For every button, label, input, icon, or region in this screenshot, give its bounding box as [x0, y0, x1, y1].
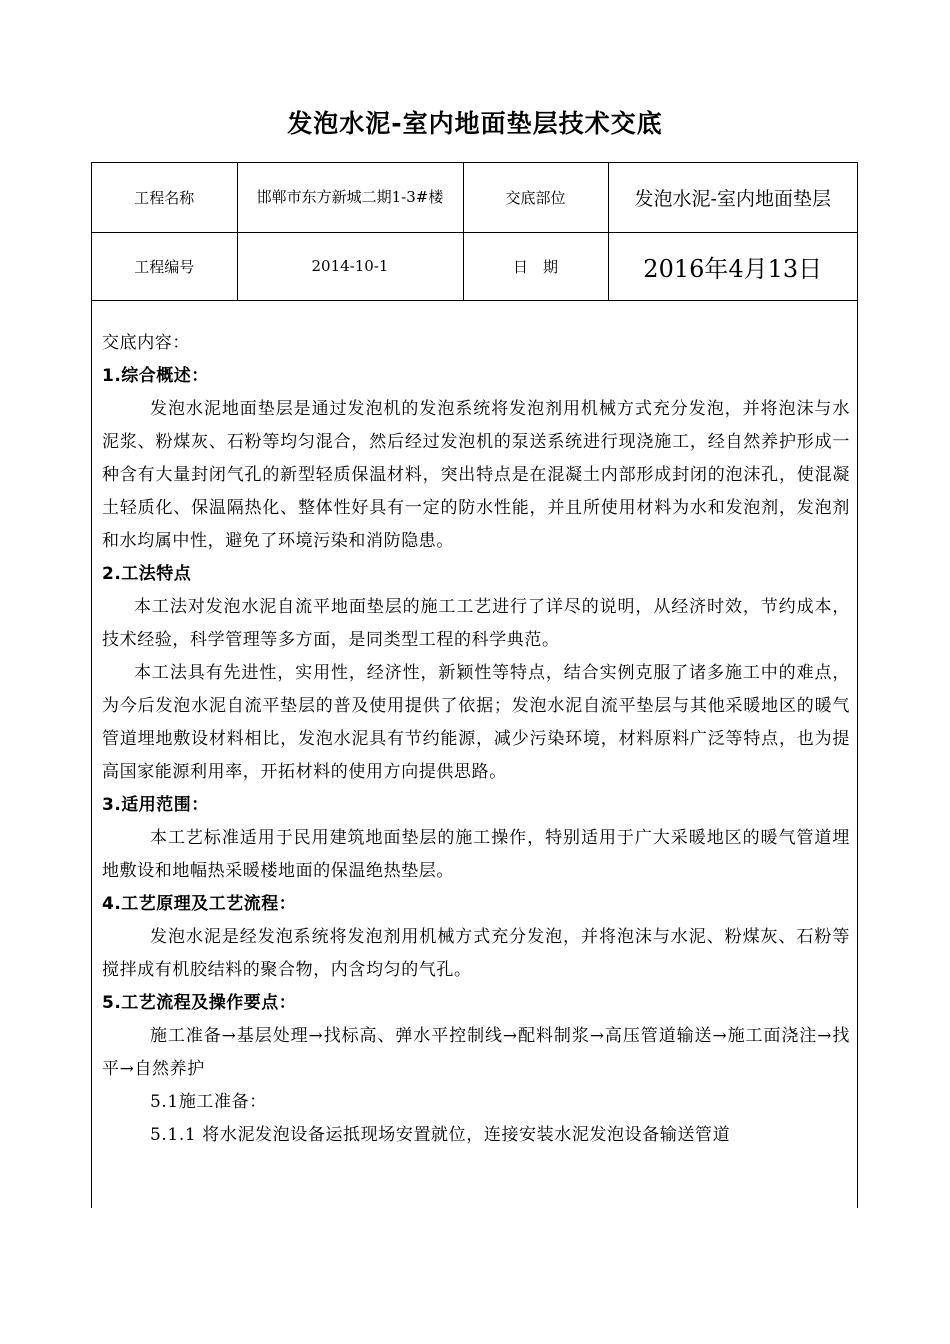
section-2-paragraph-1: 本工法对发泡水泥自流平地面垫层的施工工艺进行了详尽的说明，从经济时效，节约成本，技术经验，科学管理等多方面，是同类型工程的科学典范。 [102, 597, 850, 650]
section-4-paragraph: 发泡水泥是经发泡系统将发泡剂用机械方式充分发泡，并将泡沫与水泥、粉煤灰、石粉等搅拌成有机胶结料的聚合物，内含均匀的气孔。 [102, 927, 850, 980]
project-name-label: 工程名称 [92, 163, 237, 232]
section-2-heading: 2.工法特点 [102, 564, 192, 584]
section-5-1-1-paragraph: 5.1.1 将水泥发泡设备运抵现场安置就位，连接安装水泥发泡设备输送管道 [150, 1125, 731, 1145]
section-4-heading: 4.工艺原理及工艺流程： [102, 894, 297, 914]
handover-part-label: 交底部位 [463, 163, 608, 232]
project-no-label: 工程编号 [92, 232, 237, 300]
section-3-heading: 3.适用范围： [102, 795, 209, 815]
project-name-value: 邯郸市东方新城二期1-3#楼 [237, 163, 463, 232]
info-row-1 [92, 163, 857, 232]
date-label: 日 期 [463, 232, 608, 300]
section-3-paragraph: 本工艺标准适用于民用建筑地面垫层的施工操作，特别适用于广大采暖地区的暖气管道埋地敷设和地幅热采暖楼地面的保温绝热垫层。 [102, 828, 850, 881]
section-1-heading: 1.综合概述： [102, 366, 209, 386]
handover-form [91, 162, 858, 1208]
info-row-2 [92, 232, 857, 300]
document-title: 发泡水泥-室内地面垫层技术交底 [287, 109, 663, 138]
content-body [102, 321, 850, 1152]
section-5-1-heading: 5.1施工准备： [150, 1092, 267, 1112]
project-no-value: 2014-10-1 [237, 232, 463, 300]
section-5-heading: 5.工艺流程及操作要点： [102, 993, 297, 1013]
section-2-paragraph-2: 本工法具有先进性，实用性，经济性，新颖性等特点，结合实例克服了诸多施工中的难点，为今后发泡水泥自流平垫层的普及使用提供了依据；发泡水泥自流平垫层与其他采暖地区的暖气管道埋地敷设材料相比，发泡水泥具有节约能源，减少污染环境，材料原料广泛等特点，也为提高国家能源利用率，开拓材料的使用方向提供思路。 [102, 663, 850, 782]
section-5-paragraph: 施工准备→基层处理→找标高、弹水平控制线→配料制浆→高压管道输送→施工面浇注→找平→自然养护 [102, 1026, 850, 1079]
handover-part-value: 发泡水泥-室内地面垫层 [608, 163, 857, 232]
info-table [92, 163, 857, 301]
section-1-paragraph: 发泡水泥地面垫层是通过发泡机的发泡系统将发泡剂用机械方式充分发泡，并将泡沫与水泥浆、粉煤灰、石粉等均匀混合，然后经过发泡机的泵送系统进行现浇施工，经自然养护形成一种含有大量封闭气孔的新型轻质保温材料，突出特点是在混凝土内部形成封闭的泡沫孔，使混凝土轻质化、保温隔热化、整体性好具有一定的防水性能，并且所使用材料为水和发泡剂，发泡剂和水均属中性，避免了环境污染和消防隐患。 [102, 399, 850, 551]
content-intro: 交底内容： [102, 333, 190, 353]
date-value: 2016年4月13日 [608, 232, 857, 300]
